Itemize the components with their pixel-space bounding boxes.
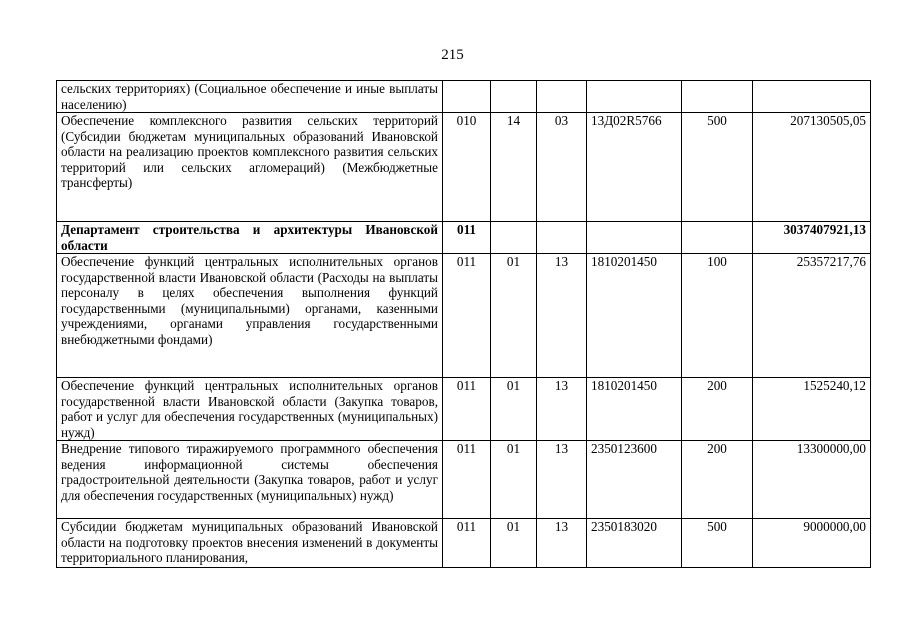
cell-expense-type: 500	[682, 519, 753, 568]
cell-subsection	[537, 222, 587, 254]
cell-expense-type: 100	[682, 254, 753, 378]
cell-description: сельских территориях) (Социальное обеспечение и иные выплаты населению)	[57, 81, 443, 113]
cell-description: Внедрение типового тиражируемого программного обеспечения ведения информационной системы обеспечения градостроительной деятельности (Закупка товаров, работ и услуг для обеспечения государственных (муниципальных) нужд)	[57, 441, 443, 519]
cell-amount: 13300000,00	[753, 441, 871, 519]
cell-target-article: 2350183020	[587, 519, 682, 568]
cell-expense-type: 500	[682, 113, 753, 222]
cell-section: 01	[491, 254, 537, 378]
cell-subsection: 13	[537, 378, 587, 441]
cell-description: Субсидии бюджетам муниципальных образований Ивановской области на подготовку проектов внесения изменений в документы территориального планирования,	[57, 519, 443, 568]
table-row	[57, 254, 871, 378]
table-row	[57, 519, 871, 568]
cell-subsection: 03	[537, 113, 587, 222]
table-row	[57, 81, 871, 113]
cell-target-article: 1810201450	[587, 254, 682, 378]
cell-target-article: 13Д02R5766	[587, 113, 682, 222]
cell-target-article: 1810201450	[587, 378, 682, 441]
cell-admin-code: 011	[443, 254, 491, 378]
cell-section: 01	[491, 441, 537, 519]
cell-target-article: 2350123600	[587, 441, 682, 519]
table-row	[57, 113, 871, 222]
cell-admin-code: 010	[443, 113, 491, 222]
cell-section	[491, 81, 537, 113]
cell-subsection	[537, 81, 587, 113]
page-number: 215	[441, 47, 464, 63]
cell-description: Обеспечение функций центральных исполнительных органов государственной власти Ивановской области (Расходы на выплаты персоналу в целях обеспечения выполнения функций государственными (муниципальными) органами, казенными учреждениями, органами управления государственными внебюджетными фондами)	[57, 254, 443, 378]
cell-amount: 207130505,05	[753, 113, 871, 222]
cell-description: Департамент строительства и архитектуры Ивановской области	[57, 222, 443, 254]
cell-section: 01	[491, 378, 537, 441]
cell-subsection: 13	[537, 254, 587, 378]
cell-amount: 1525240,12	[753, 378, 871, 441]
cell-admin-code: 011	[443, 378, 491, 441]
cell-amount: 25357217,76	[753, 254, 871, 378]
cell-section	[491, 222, 537, 254]
cell-expense-type	[682, 222, 753, 254]
budget-table	[56, 80, 871, 568]
cell-expense-type	[682, 81, 753, 113]
cell-section: 14	[491, 113, 537, 222]
cell-subsection: 13	[537, 519, 587, 568]
table-row-department	[57, 222, 871, 254]
cell-amount: 3037407921,13	[753, 222, 871, 254]
cell-target-article	[587, 222, 682, 254]
cell-amount: 9000000,00	[753, 519, 871, 568]
cell-admin-code: 011	[443, 519, 491, 568]
cell-expense-type: 200	[682, 441, 753, 519]
cell-target-article	[587, 81, 682, 113]
cell-expense-type: 200	[682, 378, 753, 441]
cell-admin-code: 011	[443, 222, 491, 254]
cell-amount	[753, 81, 871, 113]
cell-section: 01	[491, 519, 537, 568]
cell-subsection: 13	[537, 441, 587, 519]
cell-description: Обеспечение функций центральных исполнительных органов государственной власти Ивановской области (Закупка товаров, работ и услуг для обеспечения государственных (муниципальных) нужд)	[57, 378, 443, 441]
cell-admin-code: 011	[443, 441, 491, 519]
table-row	[57, 378, 871, 441]
cell-admin-code	[443, 81, 491, 113]
table-row	[57, 441, 871, 519]
cell-description: Обеспечение комплексного развития сельских территорий (Субсидии бюджетам муниципальных образований Ивановской области на реализацию проектов комплексного развития сельских территорий или сельских агломераций) (Межбюджетные трансферты)	[57, 113, 443, 222]
